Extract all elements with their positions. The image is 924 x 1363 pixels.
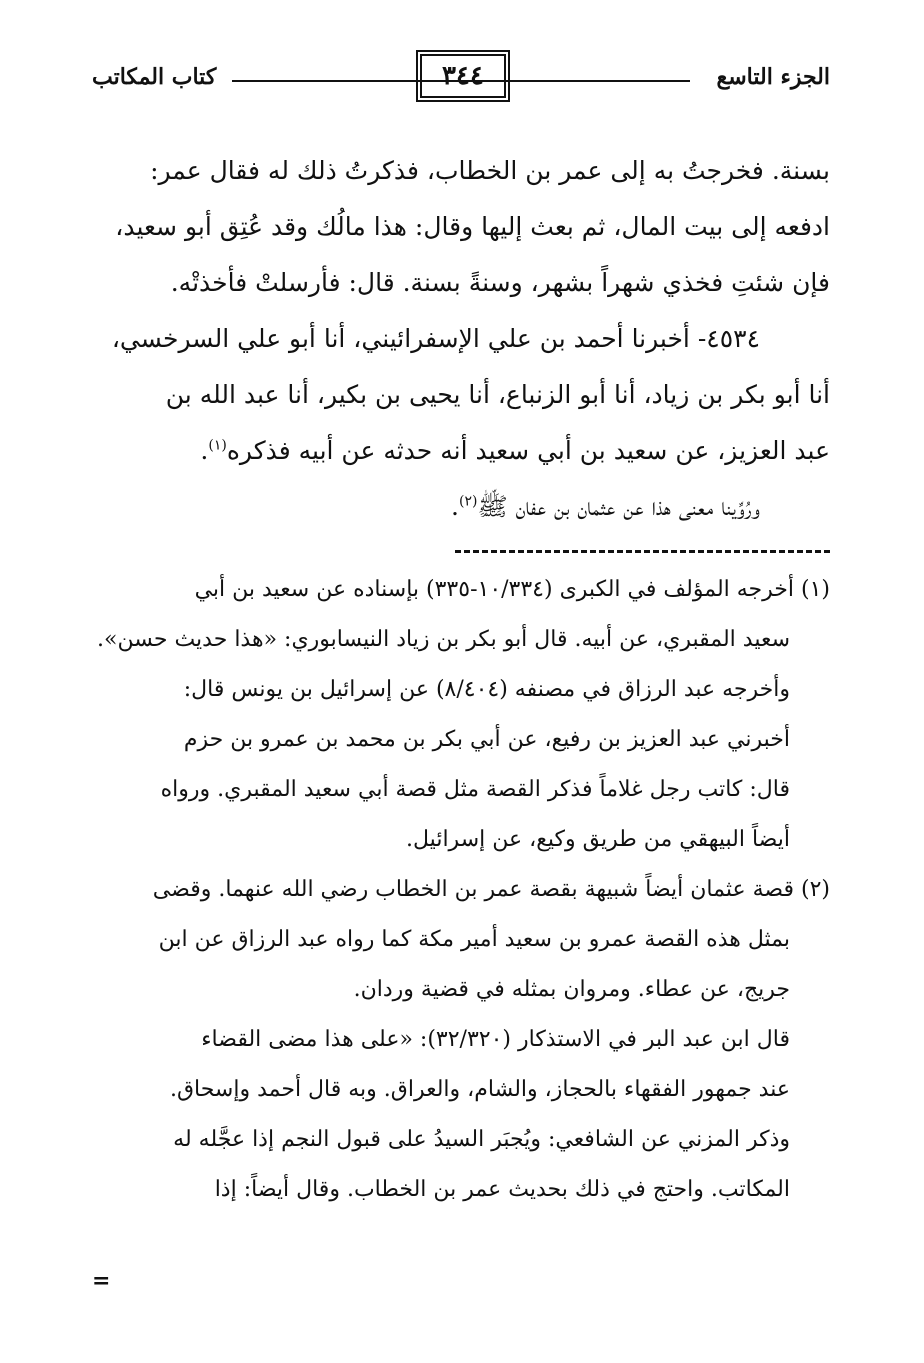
footnote-ref-1: (١): [208, 437, 227, 454]
footnote-line: المكاتب. واحتج في ذلك بحديث عمر بن الخطاب. وقال أيضاً: إذا: [214, 1177, 790, 1202]
volume-label: الجزء التاسع: [716, 64, 830, 90]
text-line: بسنة. فخرجتُ به إلى عمر بن الخطاب، فذكرتُ ذلك له فقال عمر:: [150, 156, 830, 185]
page-number: ٣٤٤: [420, 54, 506, 98]
footnote-line: أخبرني عبد العزيز بن رفيع، عن أبي بكر بن محمد بن عمرو بن حزم: [183, 727, 790, 752]
book-title: كتاب المكاتب: [92, 64, 217, 90]
footnote-line: قال: كاتب رجل غلاماً فذكر القصة مثل قصة أبي سعيد المقبري. ورواه: [160, 777, 790, 802]
footnote-line: وذكر المزني عن الشافعي: ويُجبَر السيدُ على قبول النجم إذا عجَّله له: [173, 1127, 790, 1152]
page-header: [92, 50, 830, 106]
text-segment: عبد العزيز، عن سعيد بن أبي سعيد أنه حدثه عن أبيه فذكره: [226, 436, 830, 465]
footnote-line: وأخرجه عبد الرزاق في مصنفه (٨/٤٠٤) عن إسرائيل بن يونس قال:: [183, 677, 790, 702]
line-end-dot: .: [200, 436, 209, 465]
text-line: فإن شئتِ فخذي شهراً بشهر، وسنةً بسنة. قال: فأرسلتْ فأخذتْه.: [170, 268, 830, 297]
text-segment: ورُوِّينا معنى هذا عن عثمان بن عفان ﷺ: [477, 492, 760, 521]
footnote-separator: [455, 550, 830, 553]
continuation-mark: =: [92, 1268, 111, 1294]
footnotes: [82, 565, 830, 1215]
text-line: أنا أبو بكر بن زياد، أنا أبو الزنباع، أنا يحيى بن بكير، أنا عبد الله بن: [165, 380, 830, 409]
text-line: ادفعه إلى بيت المال، ثم بعث إليها وقال: هذا مالُك وقد عُتِق أبو سعيد،: [115, 212, 830, 241]
footnote-line: بمثل هذه القصة عمرو بن سعيد أمير مكة كما رواه عبد الرزاق عن ابن: [158, 927, 790, 952]
footnote-line: (٢) قصة عثمان أيضاً شبيهة بقصة عمر بن الخطاب رضي الله عنهما. وقضى: [152, 877, 830, 902]
footnote-line: سعيد المقبري، عن أبيه. قال أبو بكر بن زياد النيسابوري: «هذا حديث حسن».: [97, 627, 790, 652]
header-rule-right: [505, 80, 690, 82]
header-rule-left: [232, 80, 532, 82]
line-end-dot: .: [451, 492, 459, 521]
footnote-line: أيضاً البيهقي من طريق وكيع، عن إسرائيل.: [406, 827, 790, 852]
text-line: [82, 423, 830, 479]
footnote-line: جريج، عن عطاء. ومروان بمثله في قضية وردان.: [353, 977, 790, 1002]
hadith-heading-line: ٤٥٣٤- أخبرنا أحمد بن علي الإسفرائيني، أنا أبو علي السرخسي،: [111, 324, 760, 353]
footnote-line: عند جمهور الفقهاء بالحجاز، والشام، والعراق. وبه قال أحمد وإسحاق.: [169, 1077, 790, 1102]
main-text: [82, 143, 830, 535]
footnote-ref-2: (٢): [458, 493, 478, 510]
footnote-line: قال ابن عبد البر في الاستذكار (٣٢/٣٢٠): «على هذا مضى القضاء: [201, 1027, 790, 1052]
footnote-line: (١) أخرجه المؤلف في الكبرى (١٠/٣٣٤-٣٣٥) بإسناده عن سعيد بن أبي: [194, 577, 830, 602]
text-line: [82, 479, 830, 535]
